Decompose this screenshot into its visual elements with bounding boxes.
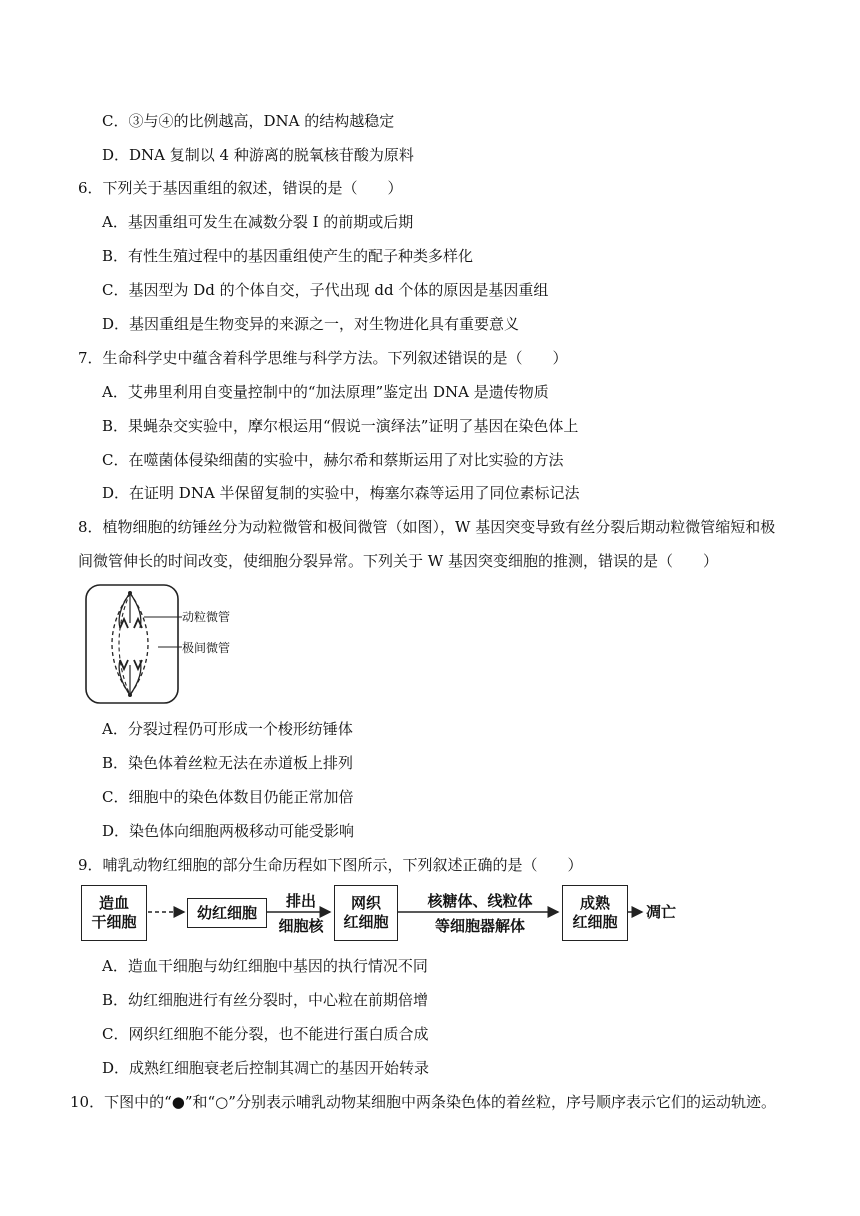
q7-stem: 7．生命科学史中蕴含着科学思维与科学方法。下列叙述错误的是（ ） bbox=[78, 349, 568, 367]
q5-option-d: D．DNA 复制以 4 种游离的脱氧核苷酸为原料 bbox=[102, 146, 414, 164]
q6-option-a: A．基因重组可发生在减数分裂 I 的前期或后期 bbox=[102, 213, 414, 231]
mature-rbc-box bbox=[562, 885, 628, 941]
q7-option-a: A．艾弗里利用自变量控制中的“加法原理”鉴定出 DNA 是遗传物质 bbox=[102, 383, 549, 401]
q5-option-c: C．③与④的比例越高，DNA 的结构越稳定 bbox=[102, 112, 395, 130]
erythroblast-box bbox=[187, 898, 267, 928]
arrow2-label-line2: 细胞核 bbox=[278, 917, 324, 935]
arrow3-label-line1: 核糖体、线粒体 bbox=[427, 892, 533, 910]
kinetochore-microtubule-label: 动粒微管 bbox=[182, 610, 231, 624]
q8-stem-line2: 间微管伸长的时间改变，使细胞分裂异常。下列关于 W 基因突变细胞的推测，错误的是（ ） bbox=[78, 552, 718, 570]
q7-option-c: C．在噬菌体侵染细菌的实验中，赫尔希和蔡斯运用了对比实验的方法 bbox=[102, 451, 564, 469]
q6-option-b: B．有性生殖过程中的基因重组使产生的配子种类多样化 bbox=[102, 247, 474, 265]
q9-option-b: B．幼红细胞进行有丝分裂时，中心粒在前期倍增 bbox=[102, 991, 429, 1009]
q8-stem-line1: 8．植物细胞的纺锤丝分为动粒微管和极间微管（如图），W 基因突变导致有丝分裂后期动粒微管缩短和极 bbox=[78, 518, 776, 536]
spindle-figure bbox=[84, 583, 264, 705]
arrow3-label-line2: 等细胞器解体 bbox=[434, 917, 525, 935]
reticulocyte-box bbox=[334, 885, 398, 941]
box3-line2: 红细胞 bbox=[343, 913, 389, 931]
box4-line1: 成熟 bbox=[579, 894, 610, 912]
box1-line2: 干细胞 bbox=[91, 913, 137, 931]
q9-option-c: C．网织红细胞不能分裂，也不能进行蛋白质合成 bbox=[102, 1025, 429, 1043]
q8-option-a: A．分裂过程仍可形成一个梭形纺锤体 bbox=[102, 720, 353, 738]
apoptosis-label: 凋亡 bbox=[646, 903, 677, 921]
interpolar-microtubule-label: 极间微管 bbox=[182, 641, 231, 655]
q8-option-d: D．染色体向细胞两极移动可能受影响 bbox=[102, 822, 355, 840]
q7-option-d: D．在证明 DNA 半保留复制的实验中，梅塞尔森等运用了同位素标记法 bbox=[102, 484, 580, 502]
q9-option-d: D．成熟红细胞衰老后控制其凋亡的基因开始转录 bbox=[102, 1059, 430, 1077]
q6-stem: 6．下列关于基因重组的叙述，错误的是（ ） bbox=[78, 179, 403, 197]
q9-stem: 9．哺乳动物红细胞的部分生命历程如下图所示，下列叙述正确的是（ ） bbox=[78, 856, 583, 874]
box3-line1: 网织 bbox=[350, 894, 381, 912]
box1-line1: 造血 bbox=[98, 894, 129, 912]
q6-option-d: D．基因重组是生物变异的来源之一，对生物进化具有重要意义 bbox=[102, 315, 520, 333]
spindle-diagram bbox=[84, 583, 264, 705]
q7-option-b: B．果蝇杂交实验中，摩尔根运用“假说一演绎法”证明了基因在染色体上 bbox=[102, 417, 579, 435]
arrow2-label-line1: 排出 bbox=[285, 892, 316, 910]
q8-option-c: C．细胞中的染色体数目仍能正常加倍 bbox=[102, 788, 354, 806]
q6-option-c: C．基因型为 Dd 的个体自交，子代出现 dd 个体的原因是基因重组 bbox=[102, 281, 549, 299]
q10-stem: 10．下图中的“●”和“○”分别表示哺乳动物某细胞中两条染色体的着丝粒，序号顺序表示它们的运动轨迹。 bbox=[70, 1093, 776, 1111]
q9-option-a: A．造血干细胞与幼红细胞中基因的执行情况不同 bbox=[102, 957, 428, 975]
red-blood-cell-flowchart bbox=[80, 883, 720, 945]
hematopoietic-stem-cell-box bbox=[81, 885, 147, 941]
box2-label: 幼红细胞 bbox=[196, 903, 257, 922]
q8-option-b: B．染色体着丝粒无法在赤道板上排列 bbox=[102, 754, 354, 772]
box4-line2: 红细胞 bbox=[572, 913, 618, 931]
